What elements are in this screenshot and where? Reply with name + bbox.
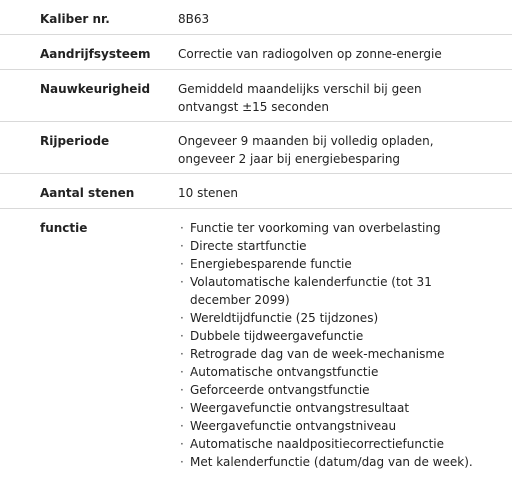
- function-list-item: · Weergavefunctie ontvangstresultaat: [178, 399, 474, 417]
- spec-label: Nauwkeurigheid: [40, 82, 151, 96]
- spec-value: [178, 219, 474, 471]
- spec-label: Aantal stenen: [40, 186, 135, 200]
- spec-label: Rijperiode: [40, 134, 110, 148]
- spec-value: 8B63: [178, 12, 210, 26]
- spec-label: Kaliber nr.: [40, 12, 110, 26]
- function-list-item: · Functie ter voorkoming van overbelasting: [178, 219, 474, 237]
- spec-row-caliber: [0, 0, 512, 35]
- function-list-item: · Retrograde dag van de week-mechanisme: [178, 345, 474, 363]
- spec-row-running-period: [0, 122, 512, 174]
- function-list-item: · Met kalenderfunctie (datum/dag van de week).: [178, 453, 474, 471]
- spec-label: Aandrijfsysteem: [40, 47, 151, 61]
- spec-value: Ongeveer 9 maanden bij volledig opladen, ongeveer 2 jaar bij energiebesparing: [178, 134, 434, 166]
- function-list-item: · Volautomatische kalenderfunctie (tot 31 december 2099): [178, 273, 474, 309]
- spec-value: Gemiddeld maandelijks verschil bij geen ontvangst ±15 seconden: [178, 82, 422, 114]
- function-list-item: · Automatische naaldpositiecorrectiefunctie: [178, 435, 474, 453]
- spec-row-drive-system: [0, 35, 512, 70]
- spec-row-functions: [0, 209, 512, 482]
- function-list-item: · Energiebesparende functie: [178, 255, 474, 273]
- spec-label: functie: [40, 221, 88, 235]
- function-list-item: · Wereldtijdfunctie (25 tijdzones): [178, 309, 474, 327]
- function-list-item: · Automatische ontvangstfunctie: [178, 363, 474, 381]
- spec-value: 10 stenen: [178, 186, 239, 200]
- function-list-item: · Directe startfunctie: [178, 237, 474, 255]
- spec-row-accuracy: [0, 70, 512, 122]
- function-list: [178, 219, 474, 471]
- function-list-item: · Geforceerde ontvangstfunctie: [178, 381, 474, 399]
- spec-value: Correctie van radiogolven op zonne-energie: [178, 47, 442, 61]
- spec-row-jewels: [0, 174, 512, 209]
- function-list-item: · Dubbele tijdweergavefunctie: [178, 327, 474, 345]
- function-list-item: · Weergavefunctie ontvangstniveau: [178, 417, 474, 435]
